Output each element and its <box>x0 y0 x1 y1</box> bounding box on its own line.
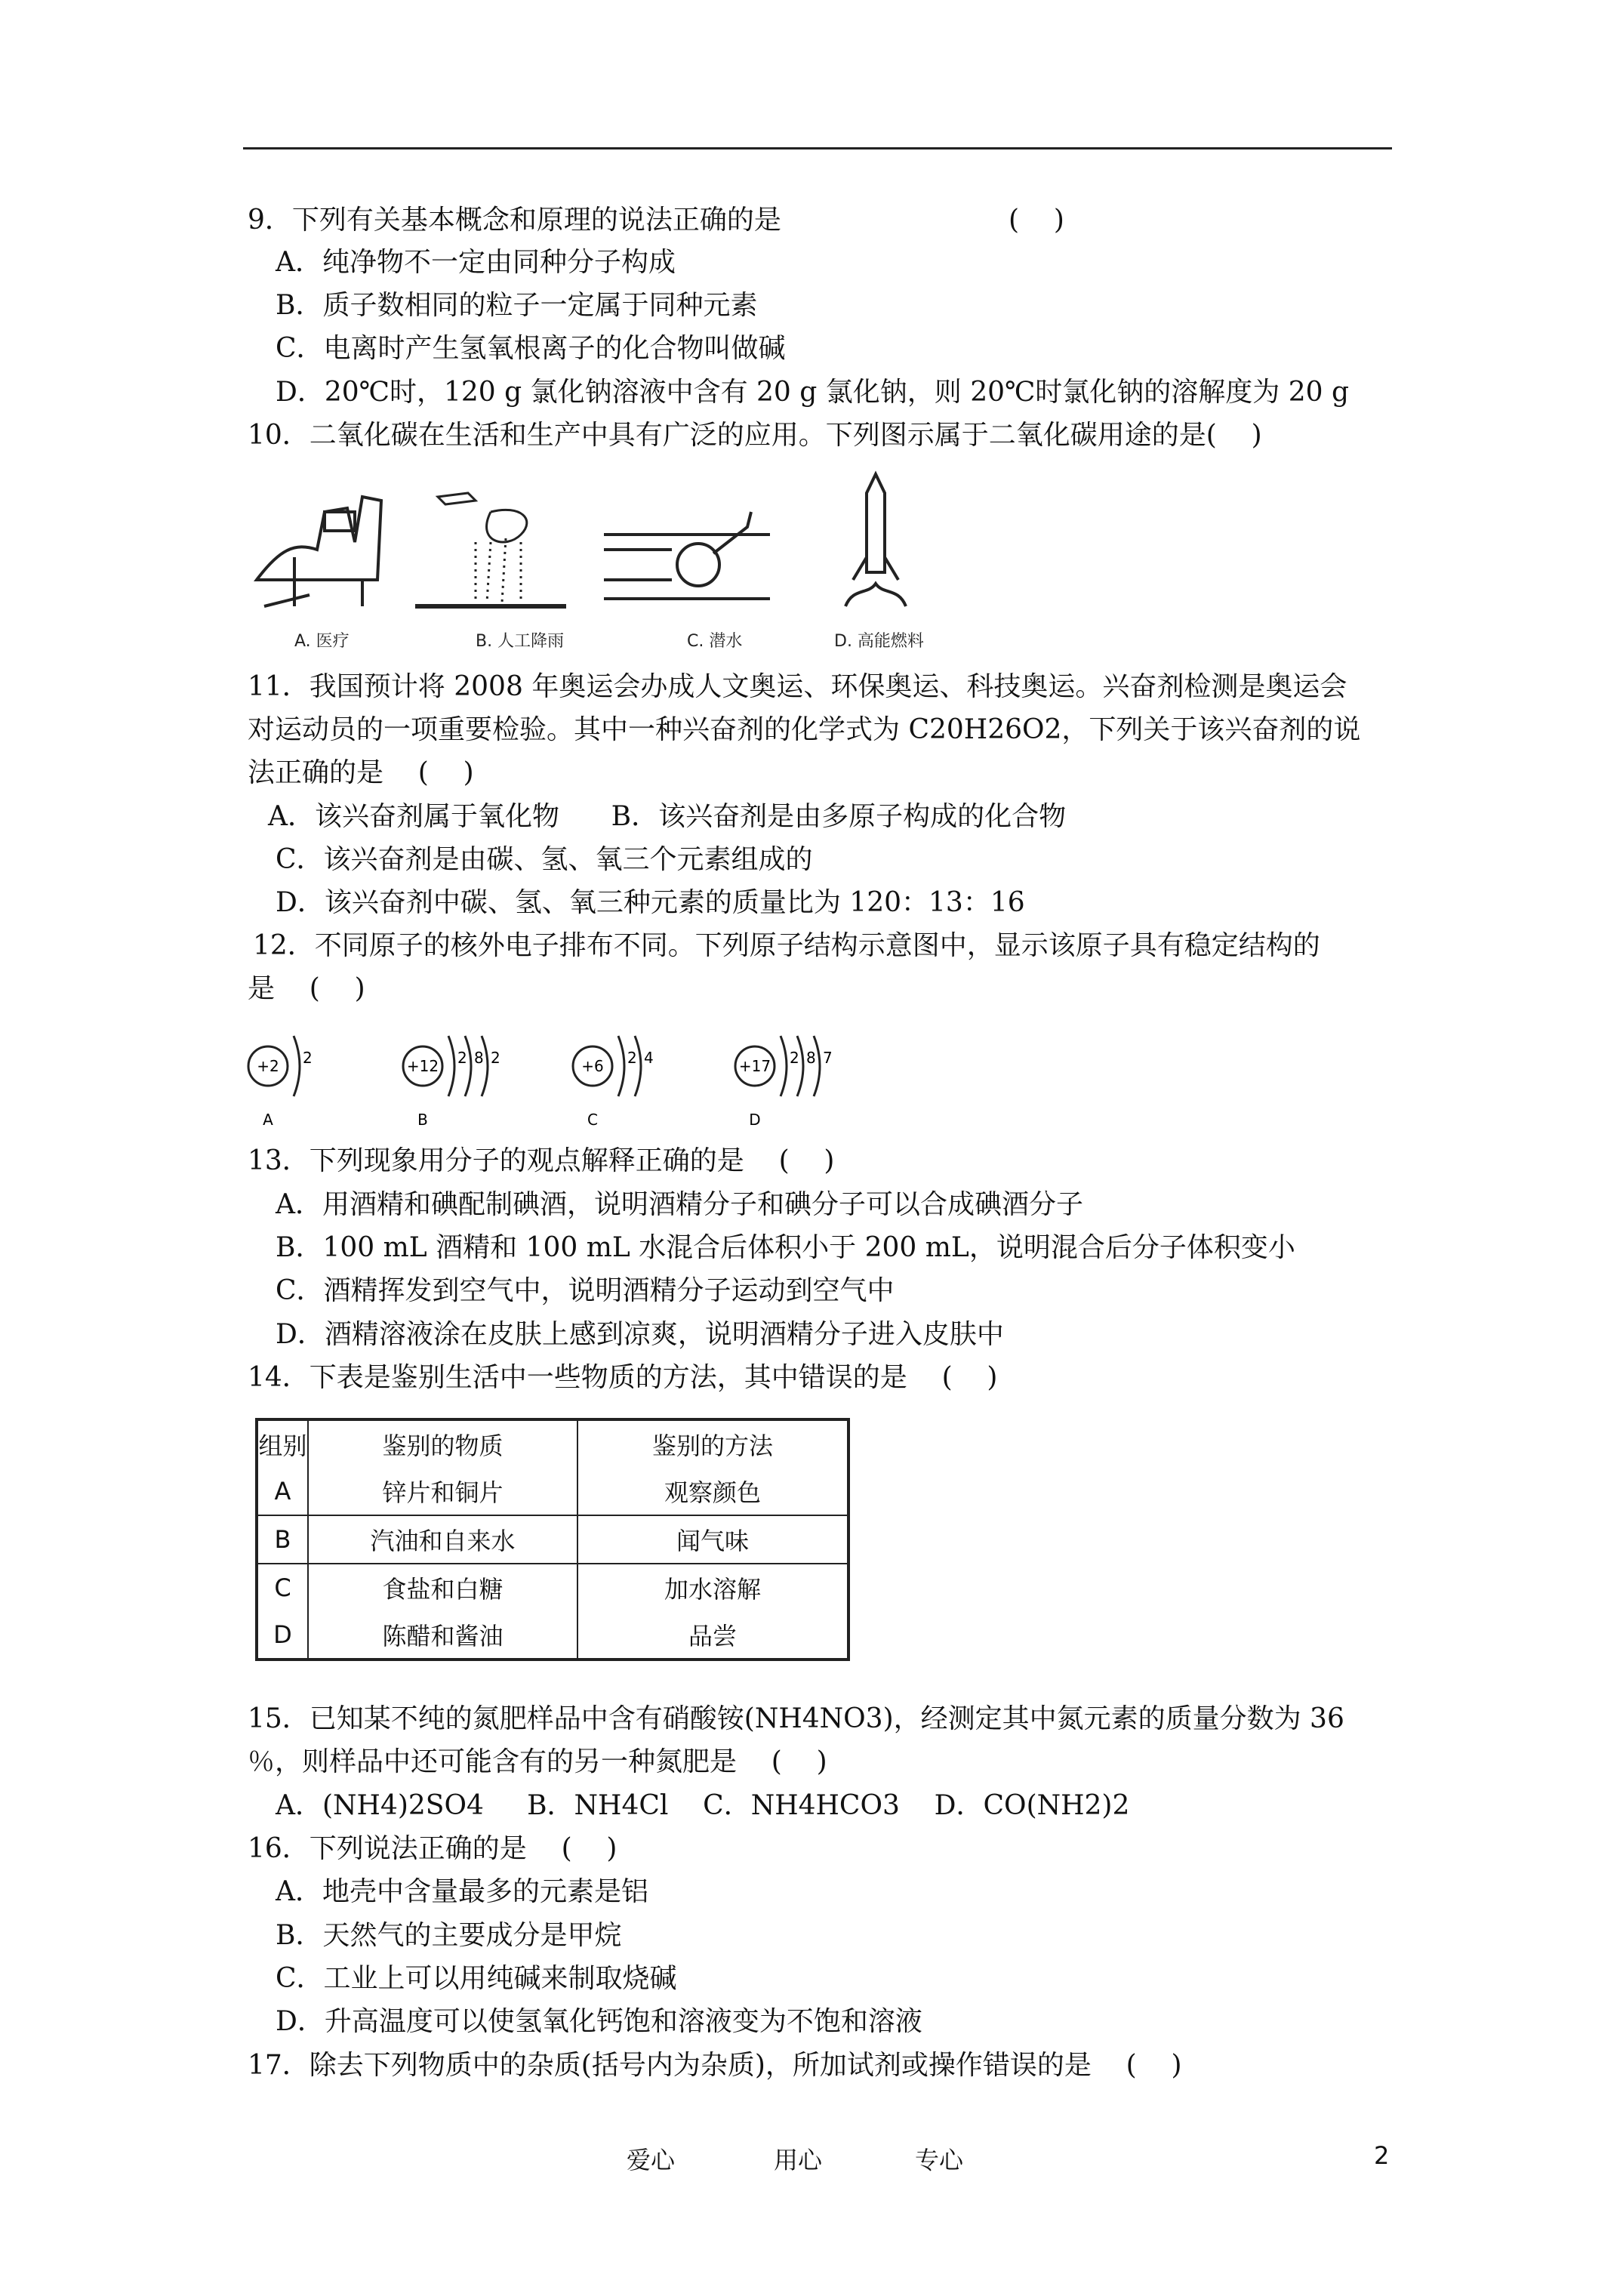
electron-shell-arc <box>618 1036 624 1096</box>
electron-count: 8 <box>806 1049 816 1067</box>
q16-option-d: D．升高温度可以使氢氧化钙饱和溶液变为不饱和溶液 <box>276 2006 922 2037</box>
q15-stem-line-2: ％，则样品中还可能含有的另一种氮肥是 ( ) <box>248 1746 827 1777</box>
table-cell: 汽油和自来水 <box>308 1515 577 1564</box>
table-cell: 品尝 <box>688 1621 737 1650</box>
nucleus-charge: +17 <box>738 1057 771 1075</box>
electron-shell-arc <box>448 1036 454 1096</box>
q14-table <box>255 1418 850 1661</box>
table-cell: 陈醋和酱油 <box>308 1611 577 1660</box>
q9-answer-paren: ( ) <box>1009 205 1064 236</box>
electron-count: 2 <box>491 1049 500 1067</box>
q14-stem: 14．下表是鉴别生活中一些物质的方法，其中错误的是 ( ) <box>248 1362 998 1393</box>
electron-count: 7 <box>823 1049 833 1067</box>
electron-shell-arc <box>781 1036 787 1096</box>
diagram-letter: C <box>587 1111 598 1129</box>
q11-stem-line-1: 11．我国预计将 2008 年奥运会办成人文奥运、环保奥运、科技奥运。兴奋剂检测是奥运会 <box>248 671 1347 702</box>
table-row <box>257 1468 848 1515</box>
header-rule <box>243 147 1392 149</box>
q11-option-c: C．该兴奋剂是由碳、氢、氧三个元素组成的 <box>276 844 813 875</box>
diagram-letter: D <box>749 1111 761 1129</box>
electron-count: 4 <box>644 1049 654 1067</box>
q9-option-d: D．20℃时，120 g 氯化钠溶液中含有 20 g 氯化钠，则 20℃时氯化钠的溶解度为 20 g <box>276 377 1350 408</box>
q17-stem: 17．除去下列物质中的杂质(括号内为杂质)，所加试剂或操作错误的是 ( ) <box>248 2050 1182 2081</box>
q9-option-b: B．质子数相同的粒子一定属于同种元素 <box>276 290 758 321</box>
medical-illustration <box>257 497 381 606</box>
electron-count: 2 <box>303 1049 313 1067</box>
q12-stem-line-1: 12．不同原子的核外电子排布不同。下列原子结构示意图中，显示该原子具有稳定结构的 <box>253 930 1320 961</box>
footer-middle: 用心 <box>774 2146 823 2174</box>
diving-illustration <box>604 512 770 599</box>
electron-count: 8 <box>474 1049 484 1067</box>
table-row <box>257 1564 848 1611</box>
q10-stem: 10．二氧化碳在生活和生产中具有广泛的应用。下列图示属于二氧化碳用途的是( ) <box>248 420 1262 451</box>
q11-option-d: D．该兴奋剂中碳、氢、氧三种元素的质量比为 120：13：16 <box>276 887 1025 918</box>
rocket-illustration <box>845 474 906 606</box>
q15-options: A．(NH4)2SO4 B．NH4Cl C．NH4HCO3 D．CO(NH2)2 <box>276 1790 1130 1821</box>
q9-stem: 9．下列有关基本概念和原理的说法正确的是 <box>248 205 781 236</box>
q9-option-a: A．纯净物不一定由同种分子构成 <box>276 247 676 278</box>
electron-count: 2 <box>457 1049 467 1067</box>
table-cell: A <box>257 1468 308 1515</box>
table-header-group: 组别 <box>257 1419 308 1468</box>
table-cell: 加水溶解 <box>664 1574 761 1604</box>
fig-label-a: A. 医疗 <box>294 632 350 651</box>
electron-count: 2 <box>790 1049 799 1067</box>
nucleus-charge: +12 <box>406 1057 439 1075</box>
fig-label-b: B. 人工降雨 <box>476 632 565 651</box>
q12-atom-diagrams <box>242 1019 891 1133</box>
diagram-letter: B <box>417 1111 428 1129</box>
q13-option-a: A．用酒精和碘配制碘酒，说明酒精分子和碘分子可以合成碘酒分子 <box>276 1189 1083 1220</box>
table-cell: D <box>257 1611 308 1660</box>
table-row <box>257 1611 848 1660</box>
q16-option-a: A．地壳中含量最多的元素是铝 <box>276 1876 648 1907</box>
q13-stem: 13．下列现象用分子的观点解释正确的是 ( ) <box>248 1145 835 1176</box>
fig-label-d: D. 高能燃料 <box>834 632 924 651</box>
q11-stem-line-2: 对运动员的一项重要检验。其中一种兴奋剂的化学式为 C20H26O2，下列关于该兴奋剂的说 <box>248 714 1361 745</box>
co2-uses-illustration <box>249 467 944 655</box>
table-cell: 观察颜色 <box>577 1468 848 1515</box>
table-row <box>257 1515 848 1564</box>
table-cell: B <box>257 1515 308 1564</box>
table-cell: 锌片和铜片 <box>308 1468 577 1515</box>
electron-shell-arc <box>294 1036 300 1096</box>
atom-structure-diagrams <box>242 1019 891 1133</box>
table-header-substance: 鉴别的物质 <box>308 1419 577 1468</box>
q13-option-b: B．100 mL 酒精和 100 mL 水混合后体积小于 200 mL，说明混合后分子体积变小 <box>276 1232 1295 1263</box>
diagram-letter: A <box>263 1111 273 1129</box>
footer-right: 专心 <box>915 2146 964 2174</box>
q12-stem-line-2: 是 ( ) <box>248 973 365 1004</box>
q9-option-c: C．电离时产生氢氧根离子的化合物叫做碱 <box>276 333 786 364</box>
q11-options-ab: A．该兴奋剂属于氧化物 B．该兴奋剂是由多原子构成的化合物 <box>268 801 1067 832</box>
q13-option-d: D．酒精溶液涂在皮肤上感到凉爽，说明酒精分子进入皮肤中 <box>276 1319 1004 1350</box>
nucleus-charge: +6 <box>581 1057 604 1075</box>
q16-option-c: C．工业上可以用纯碱来制取烧碱 <box>276 1963 677 1994</box>
q16-stem: 16．下列说法正确的是 ( ) <box>248 1833 617 1864</box>
table-cell: C <box>257 1564 308 1611</box>
table-header-method: 鉴别的方法 <box>651 1432 773 1461</box>
q15-stem-line-1: 15．已知某不纯的氮肥样品中含有硝酸铵(NH4NO3)，经测定其中氮元素的质量分数为 36 <box>248 1703 1344 1734</box>
fig-label-c: C. 潜水 <box>687 632 743 651</box>
page-number: 2 <box>1374 2141 1390 2170</box>
electron-count: 2 <box>627 1049 637 1067</box>
q11-stem-line-3: 法正确的是 ( ) <box>248 757 474 788</box>
q10-figure-strip <box>249 467 944 655</box>
rain-illustration <box>415 493 566 606</box>
nucleus-charge: +2 <box>257 1057 279 1075</box>
q13-option-c: C．酒精挥发到空气中，说明酒精分子运动到空气中 <box>276 1275 895 1306</box>
table-cell: 食盐和白糖 <box>308 1564 577 1611</box>
table-cell: 闻气味 <box>577 1515 848 1564</box>
q16-option-b: B．天然气的主要成分是甲烷 <box>276 1920 622 1951</box>
footer-left: 爱心 <box>627 2146 676 2174</box>
